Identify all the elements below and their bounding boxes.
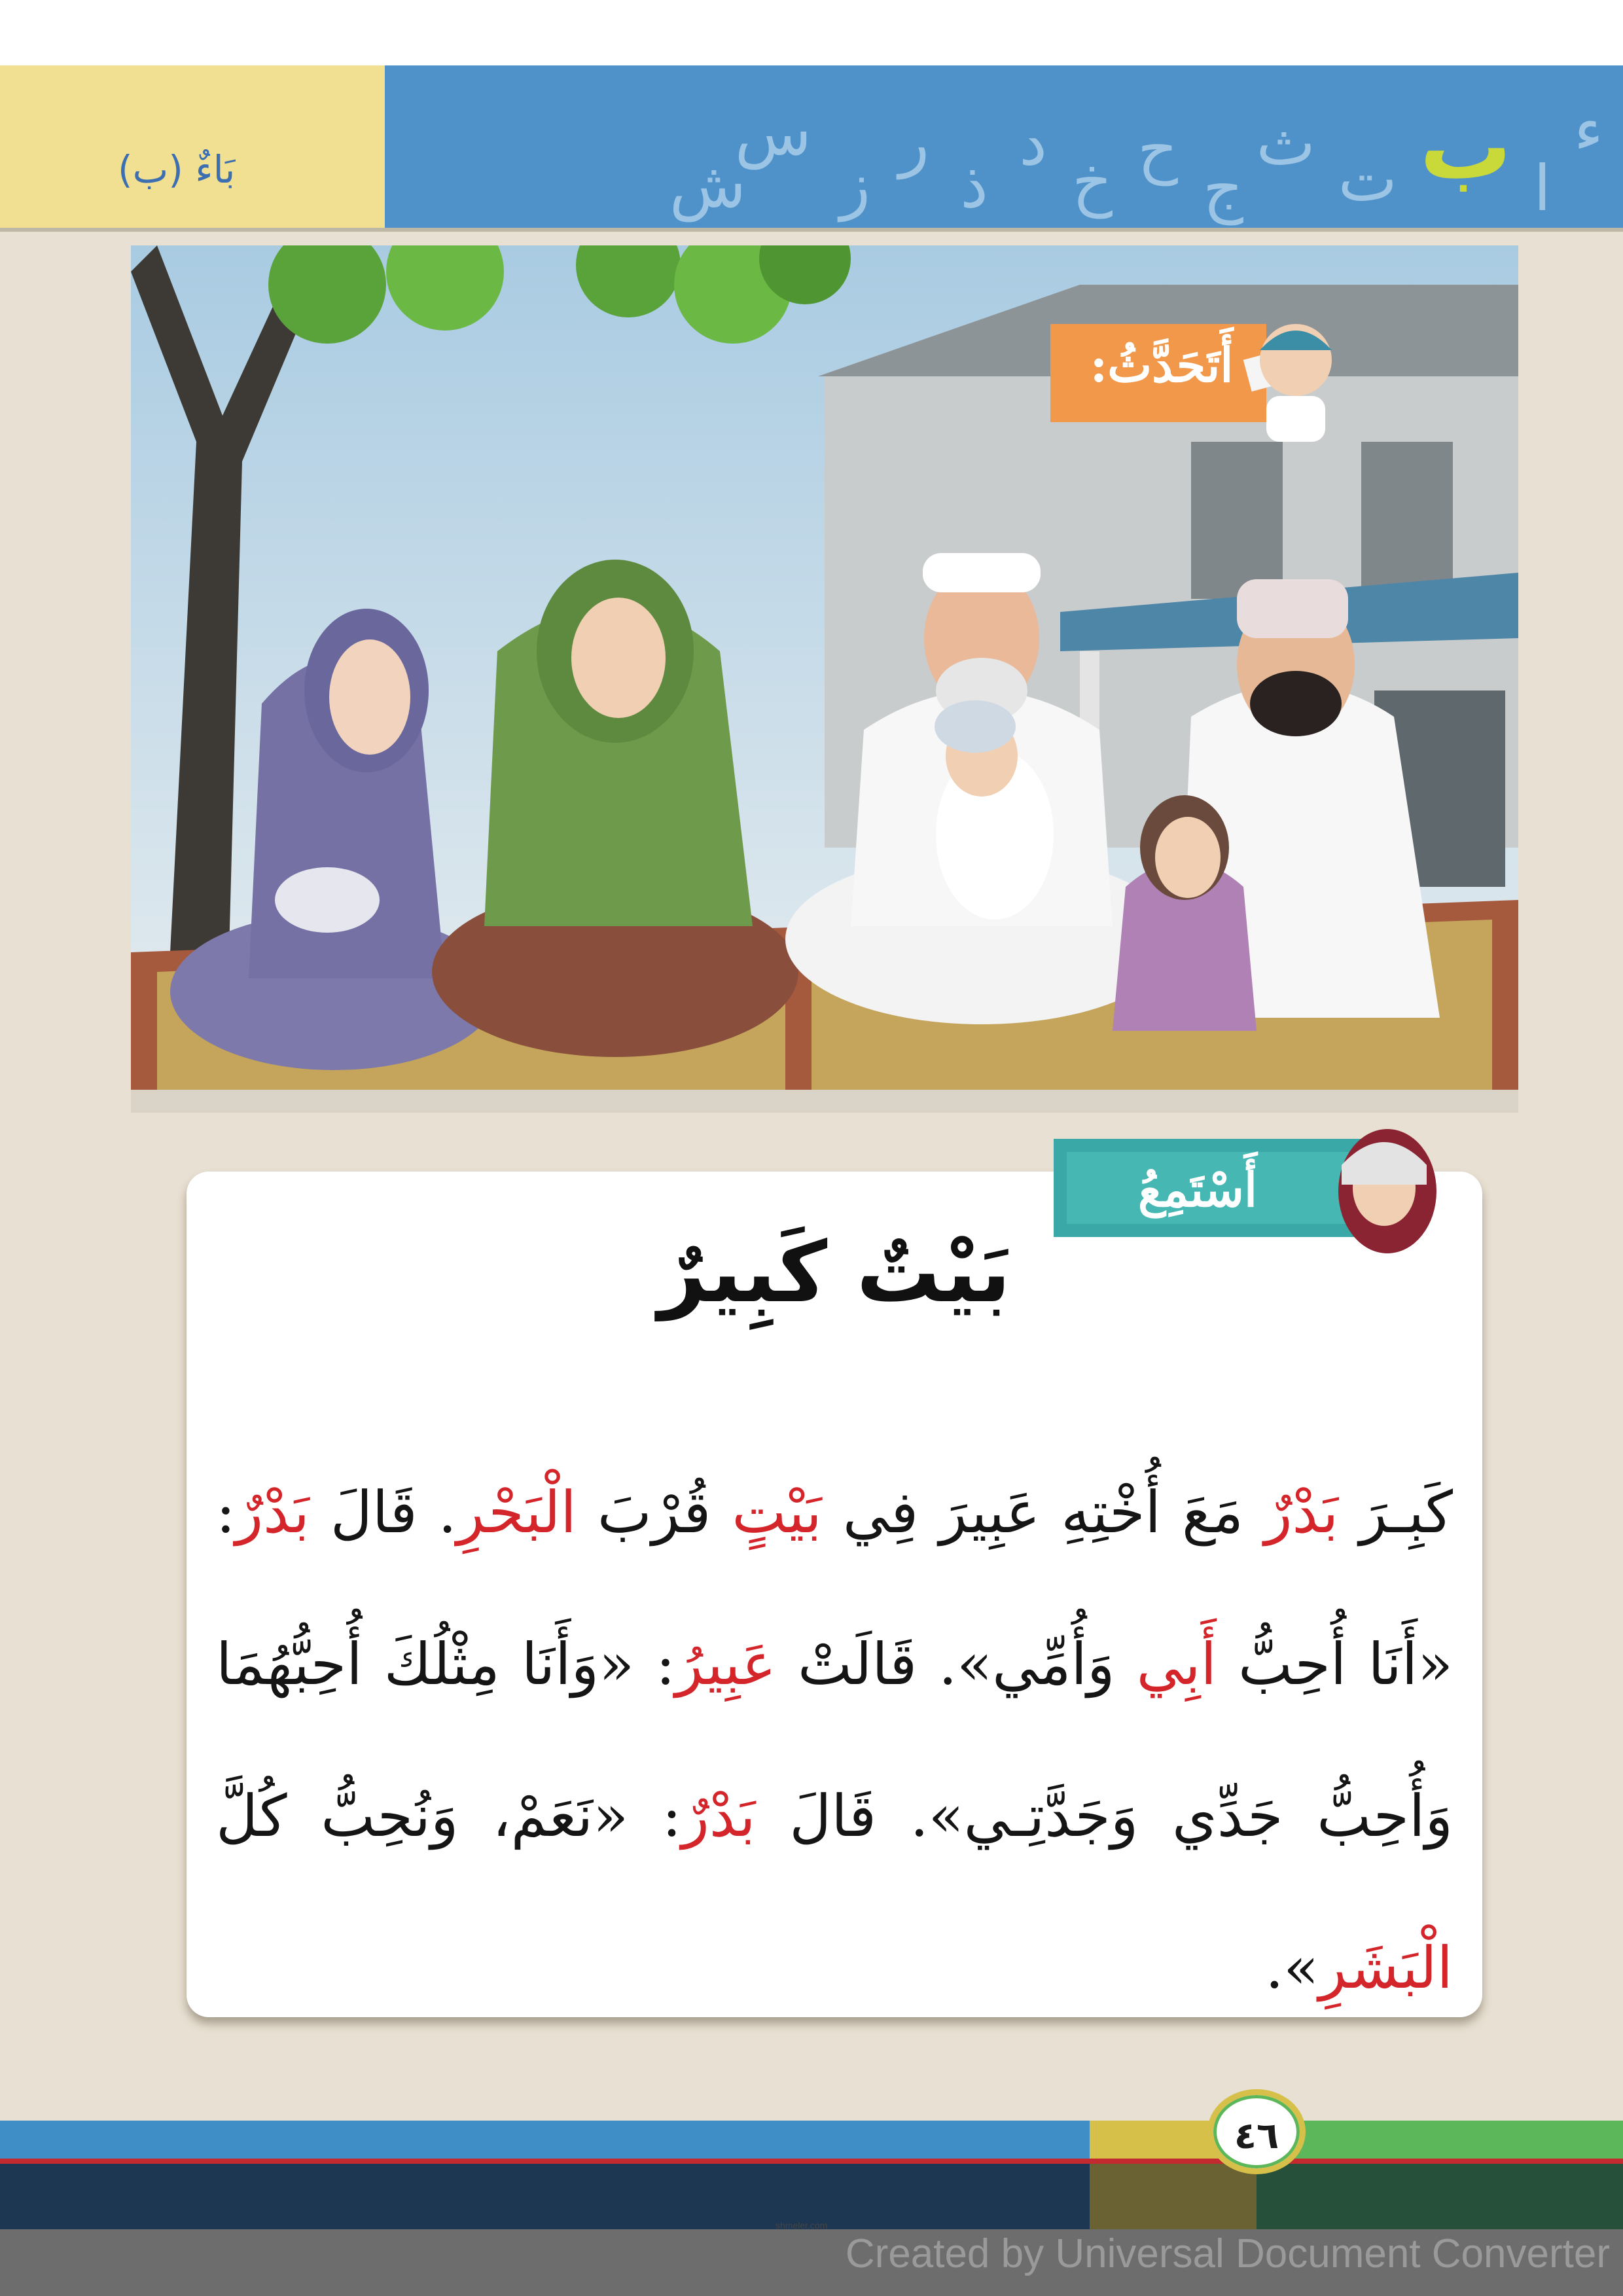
speak-label: أَتَحَدَّثُ: [1090,337,1234,393]
letter-alif: ا [1533,152,1551,225]
letter-shin: ش [669,149,746,222]
story-text-run: : «أَنَا أُحِبُّ [216,1479,1454,1698]
footer-stripe-blue [0,2121,1090,2160]
story-highlight-word: بَدْرٌ [1264,1479,1339,1546]
letter-ra: ر [899,106,929,179]
story-text-run: وَأُمِّي». قَالَتْ [776,1630,1137,1698]
story-highlight-word: عَبِيرُ [675,1630,776,1698]
story-highlight-word: الْبَشَرِ [1319,1934,1453,2001]
letter-zay: ز [840,149,870,222]
footer-dark-gold-block [1090,2164,1257,2229]
letter-dal: د [1019,106,1047,179]
letter-ha: ح [1137,113,1178,186]
converter-watermark: Created by Universal Document Converter [845,2231,1610,2276]
letter-tha: ث [1256,106,1315,179]
story-highlight-word: بَيْتٍ [732,1479,822,1546]
footer-dark-green-block [1257,2164,1623,2229]
story-text-run: : «نَعَمْ، وَنُحِبُّ كُلَّ [216,1782,682,1850]
listen-label: أَسْتَمِعُ [1137,1162,1257,1217]
letter-jim: ج [1203,152,1243,225]
lesson-label-box [0,65,385,228]
footer-stripe-green [1253,2121,1623,2160]
story-title: بَيْتٌ كَبِيرٌ [658,1224,1011,1321]
page-top-margin [0,0,1623,65]
story-highlight-word: الْبَحْرِ [456,1479,577,1546]
letter-ba-active: ب [1419,94,1512,200]
story-text-run: ». [1265,1934,1319,2001]
footer-red-line [0,2159,1623,2164]
alphabet-band [385,65,1623,228]
page-number: ٤٦ [1234,2115,1279,2157]
story-text-run: مَعَ أُخْتِهِ عَبِيرَ فِي [821,1479,1265,1546]
story-text-run: كَبِـرَ [1338,1479,1453,1546]
header-divider [0,228,1623,232]
story-text-run: قُرْبَ [576,1479,732,1546]
page-number-bubble [1207,2089,1306,2174]
letter-ta: ت [1338,142,1397,215]
letter-dhal: ذ [960,149,988,222]
story-body [216,1437,1453,2044]
letter-hamza: ء [1573,93,1603,166]
letter-sin: س [734,96,812,170]
letter-kha: خ [1072,145,1113,219]
story-highlight-word: أَبِي [1136,1630,1217,1698]
speak-badge-text-holder [1050,304,1266,445]
story-highlight-word: بَدْرٌ [235,1479,310,1546]
site-label: shmeler.com [776,2220,828,2231]
lesson-letter-tag: بَاءٌ (ب) [118,147,236,192]
story-text-run: : «وَأَنَا مِثْلُكَ أُحِبُّهُمَا وَأُحِبُّ جَدِّي وَجَدَّتِـي». قَالَ [216,1630,1454,1850]
story-text-run: . قَالَ [309,1479,457,1546]
story-highlight-word: بَدْرٌ [681,1782,756,1850]
